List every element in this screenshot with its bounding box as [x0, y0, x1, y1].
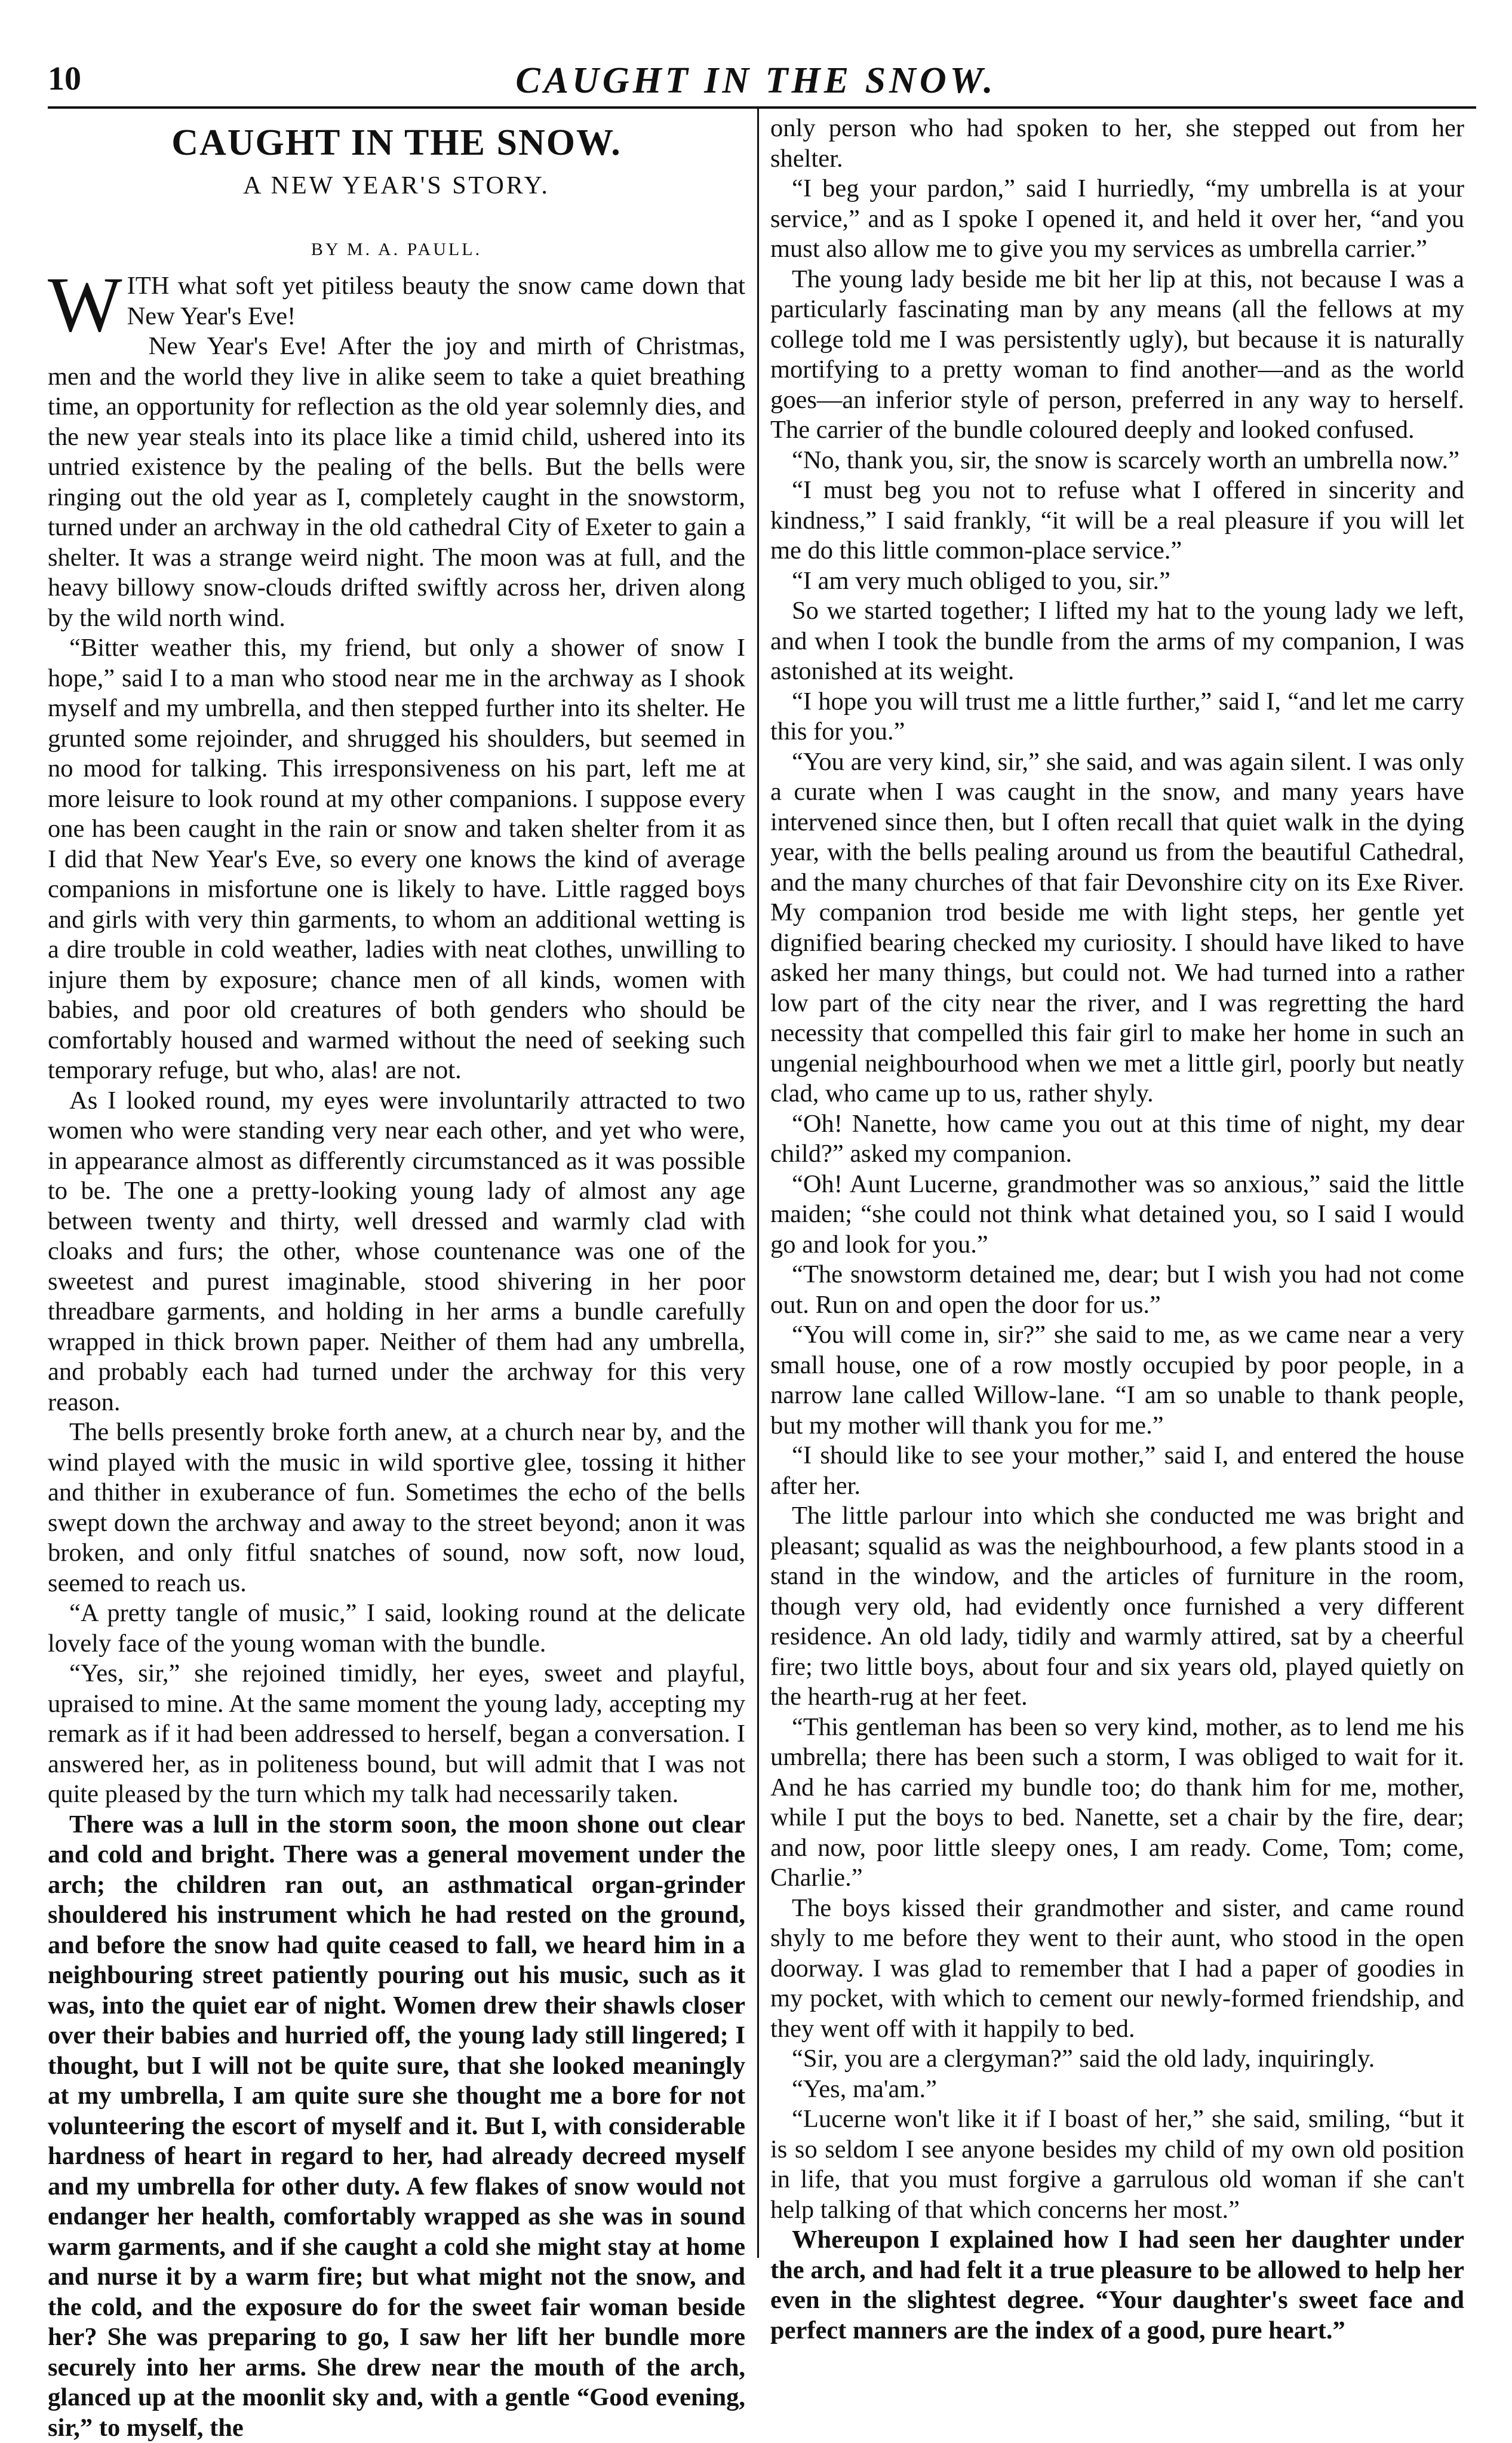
page-number: 10 [48, 60, 81, 98]
paragraph: The boys kissed their grandmother and sister, and came round shyly to me before they went to their aunt, who stood in the open doorway. I was glad to remember that I had a paper of goodies in my pocket, with which to cement our newly-formed friendship, and they went off with it happily to bed. [770, 1893, 1464, 2045]
paragraph: “Lucerne won't like it if I boast of her,” she said, smiling, “but it is so seldom I see anyone besides my child of my own old position in life, that you must forgive a garrulous old woman if she can't help talking of that which concerns her most.” [770, 2104, 1464, 2225]
paragraph: The little parlour into which she conducted me was bright and pleasant; squalid as was the neighbourhood, a few plants stood in a stand in the window, and the articles of furniture in the room, though very old, had evidently once furnished a very different residence. An old lady, tidily and warmly attired, sat by a cheerful fire; two little boys, about four and six years old, played quietly on the hearth-rug at her feet. [770, 1501, 1464, 1712]
paragraph: “I should like to see your mother,” said I, and entered the house after her. [770, 1441, 1464, 1501]
paragraph: “This gentleman has been so very kind, mother, as to lend me his umbrella; there has been such a storm, I was obliged to wait for it. And he has carried my bundle too; do thank him for me, mother, while I put the boys to bed. Nanette, set a chair by the fire, dear; and now, poor little sleepy ones, I am ready. Come, Tom; come, Charlie.” [770, 1712, 1464, 1893]
paragraph: Whereupon I explained how I had seen her daughter under the arch, and had felt it a true pleasure to be allowed to help her even in the slightest degree. “Your daughter's sweet face and perfect manners are the index of a good, pure heart.” [770, 2225, 1464, 2346]
header-rule [48, 106, 1476, 109]
story-title: CAUGHT IN THE SNOW. [48, 121, 745, 165]
right-column [770, 113, 1464, 2264]
paragraph: “I must beg you not to refuse what I offered in sincerity and kindness,” I said frankly, “it will be a real pleasure if you will let me do this little common-place service.” [770, 475, 1464, 566]
paragraph: “No, thank you, sir, the snow is scarcely worth an umbrella now.” [770, 446, 1464, 476]
paragraph: “Oh! Aunt Lucerne, grandmother was so anxious,” said the little maiden; “she could not think what detained you, so I said I would go and look for you.” [770, 1170, 1464, 1260]
paragraph: “The snowstorm detained me, dear; but I wish you had not come out. Run on and open the door for us.” [770, 1260, 1464, 1320]
paragraph: “Bitter weather this, my friend, but only a shower of snow I hope,” said I to a man who stood near me in the archway as I shook myself and my umbrella, and then stepped further into its shelter. He grunted some rejoinder, and shrugged his shoulders, but seemed in no mood for talking. This irresponsiveness on his part, left me at more leisure to look round at my other companions. I suppose every one has been caught in the rain or snow and taken shelter from it as I did that New Year's Eve, so every one knows the kind of average companions in misfortune one is likely to have. Little ragged boys and girls with very thin garments, to whom an additional wetting is a dire trouble in cold weather, ladies with neat clothes, unwilling to injure them by exposure; chance men of all kinds, women with babies, and poor old creatures of both genders who should be comfortably housed and warmed without the need of seeking such temporary refuge, but who, alas! are not. [48, 633, 745, 1086]
paragraph: “I am very much obliged to you, sir.” [770, 566, 1464, 597]
paragraph: “You are very kind, sir,” she said, and was again silent. I was only a curate when I was caught in the snow, and many years have intervened since then, but I often recall that quiet walk in the dying year, with the bells pealing around us from the beautiful Cathedral, and the many churches of that fair Devonshire city on its Exe River. My companion trod beside me with light steps, her gentle yet dignified bearing checked my curiosity. I should have liked to have asked her many things, but could not. We had turned into a rather low part of the city near the river, and I was regretting the hard necessity that compelled this fair girl to make her home in such an ungenial neighbourhood when we met a little girl, poorly but neatly clad, who came up to us, rather shyly. [770, 747, 1464, 1109]
paragraph: The young lady beside me bit her lip at this, not because I was a particularly fascinating man by any means (all the fellows at my college told me I was persistently ugly), but because it is naturally mortifying to a pretty woman to find another—and as the world goes—an inferior style of person, preferred in any way to herself. The carrier of the bundle coloured deeply and looked confused. [770, 265, 1464, 446]
column-divider [757, 108, 759, 2258]
paragraph: The bells presently broke forth anew, at a church near by, and the wind played with the music in wild sportive glee, tossing it hither and thither in exuberance of fun. Sometimes the echo of the bells swept down the archway and away to the street beyond; anon it was broken, and only fitful snatches of sound, now soft, now loud, seemed to reach us. [48, 1417, 745, 1598]
paragraph: As I looked round, my eyes were involuntarily attracted to two women who were standing very near each other, and yet who were, in appearance almost as differently circumstanced as it was possible to be. The one a pretty-looking young lady of almost any age between twenty and thirty, well dressed and warmly clad with cloaks and furs; the other, whose countenance was one of the sweetest and purest imaginable, stood shivering in her poor threadbare garments, and holding in her arms a bundle carefully wrapped in thick brown paper. Neither of them had any umbrella, and probably each had turned under the archway for this very reason. [48, 1086, 745, 1418]
paragraph: New Year's Eve! After the joy and mirth of Christmas, men and the world they live in alike seem to take a quiet breathing time, an opportunity for reflection as the old year solemnly dies, and the new year steals into its place like a timid child, ushered into its untried existence by the pealing of the bells. But the bells were ringing out the old year as I, completely caught in the snowstorm, turned under an archway in the old cathedral City of Exeter to gain a shelter. It was a strange weird night. The moon was at full, and the heavy billowy snow-clouds drifted swiftly across her, driven along by the wild north wind. [48, 332, 745, 633]
paragraph: only person who had spoken to her, she stepped out from her shelter. [770, 113, 1464, 174]
drop-cap: W [48, 274, 122, 336]
paragraph: There was a lull in the storm soon, the moon shone out clear and cold and bright. There was a general movement under the arch; the children ran out, an asthmatical organ-grinder shouldered his instrument which he had rested on the ground, and before the snow had quite ceased to fall, we heard him in a neighbouring street patiently pouring out his music, such as it was, into the quiet ear of night. Women drew their shawls closer over their babies and hurried off, the young lady still lingered; I thought, but I will not be quite sure, that she looked meaningly at my umbrella, I am quite sure she thought me a bore for not volunteering the escort of myself and it. But I, with considerable hardness of heart in regard to her, had already decreed myself and my umbrella for other duty. A few flakes of snow would not endanger her health, comfortably wrapped as she was in sound warm garments, and if she caught a cold she might stay at home and nurse it by a warm fire; but what might not the snow, and the cold, and the exposure do for the sweet fair woman beside her? She was preparing to go, I saw her lift her bundle more securely into her arms. She drew near the mouth of the arch, glanced up at the moonlit sky and, with a gentle “Good evening, sir,” to myself, the [48, 1810, 745, 2443]
paragraph: So we started together; I lifted my hat to the young lady we left, and when I took the bundle from the arms of my companion, I was astonished at its weight. [770, 596, 1464, 687]
paragraph: “You will come in, sir?” she said to me, as we came near a very small house, one of a row mostly occupied by poor people, in a narrow lane called Willow-lane. “I am so unable to thank people, but my mother will thank you for me.” [770, 1320, 1464, 1441]
paragraph: “Oh! Nanette, how came you out at this time of night, my dear child?” asked my companion. [770, 1109, 1464, 1170]
paragraph: “Yes, ma'am.” [770, 2074, 1464, 2105]
paragraph: “I beg your pardon,” said I hurriedly, “my umbrella is at your service,” and as I spoke I opened it, and held it over her, “and you must also allow me to give you my services as umbrella carrier.” [770, 174, 1464, 265]
paragraph [48, 271, 745, 332]
paragraph-text: ITH what soft yet pitiless beauty the snow came down that New Year's Eve! [127, 272, 745, 330]
paragraph: “Sir, you are a clergyman?” said the old lady, inquiringly. [770, 2044, 1464, 2074]
story-subtitle: A NEW YEAR'S STORY. [48, 170, 745, 202]
paragraph: “A pretty tangle of music,” I said, looking round at the delicate lovely face of the young woman with the bundle. [48, 1598, 745, 1659]
byline: BY M. A. PAULL. [48, 238, 745, 262]
left-column [48, 113, 745, 2264]
paragraph: “Yes, sir,” she rejoined timidly, her eyes, sweet and playful, upraised to mine. At the same moment the young lady, accepting my remark as if it had been addressed to herself, began a conversation. I answered her, as in politeness bound, but will admit that I was not quite pleased by the turn which my talk had necessarily taken. [48, 1659, 745, 1810]
paragraph: “I hope you will trust me a little further,” said I, “and let me carry this for you.” [770, 687, 1464, 747]
running-title: CAUGHT IN THE SNOW. [36, 60, 1476, 102]
page-header [36, 36, 1476, 108]
